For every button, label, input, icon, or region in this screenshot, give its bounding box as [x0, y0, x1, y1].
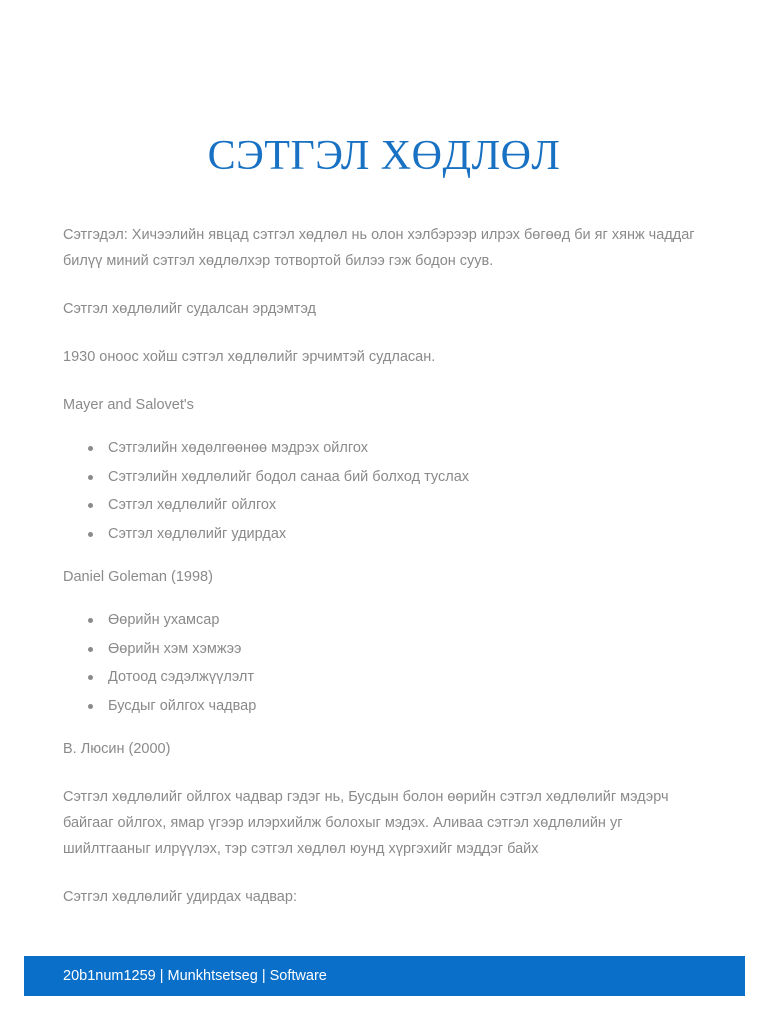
- lyusin-heading: В. Люсин (2000): [63, 741, 171, 757]
- since-1930-paragraph: 1930 оноос хойш сэтгэл хөдлөлийг эрчимтэй судласан.: [63, 349, 436, 365]
- bullet-icon: [88, 618, 93, 623]
- list-item: [63, 520, 713, 549]
- bullet-icon: [88, 446, 93, 451]
- list-item-text: Сэтгэл хөдлөлийг удирдах: [108, 525, 287, 542]
- list-item: [63, 491, 713, 520]
- mayer-list: [63, 434, 713, 548]
- list-item: [63, 663, 713, 692]
- goleman-list: [63, 606, 713, 720]
- bullet-icon: [88, 475, 93, 480]
- researchers-heading: Сэтгэл хөдлөлийг судалсан эрдэмтэд: [63, 301, 316, 317]
- managing-heading: Сэтгэл хөдлөлийг удирдах чадвар:: [63, 889, 297, 905]
- list-item: [63, 434, 713, 463]
- list-item-text: Дотоод сэдэлжүүлэлт: [108, 669, 255, 685]
- list-item: [63, 692, 713, 721]
- intro-paragraph: Сэтгэдэл: Хичээлийн явцад сэтгэл хөдлөл нь олон хэлбэрээр илрэх бөгөөд би яг хянж чаддаг билүү миний сэтгэл хөдлөлхэр тотвортой билээ гэж бодон суув.: [63, 227, 695, 269]
- bullet-icon: [88, 532, 93, 537]
- list-item-text: Өөрийн хэм хэмжээ: [108, 640, 242, 657]
- list-item-text: Сэтгэл хөдлөлийг ойлгох: [108, 497, 277, 513]
- bullet-icon: [88, 704, 93, 709]
- list-item: [63, 463, 713, 492]
- list-item: [63, 606, 713, 635]
- footer-bar: [24, 956, 745, 996]
- list-item-text: Сэтгэлийн хөдөлгөөнөө мэдрэх ойлгох: [108, 440, 368, 456]
- bullet-icon: [88, 647, 93, 652]
- list-item-text: Бусдыг ойлгох чадвар: [108, 697, 257, 714]
- goleman-heading: Daniel Goleman (1998): [63, 569, 213, 585]
- document-body: [63, 222, 713, 932]
- bullet-icon: [88, 503, 93, 508]
- bullet-icon: [88, 675, 93, 680]
- mayer-heading: Mayer and Salovet's: [63, 397, 194, 413]
- understanding-paragraph: Сэтгэл хөдлөлийг ойлгох чадвар гэдэг нь, Бусдын болон өөрийн сэтгэл хөдлөлийг мэдэрч байгааг ойлгох, ямар үгээр илэрхийлж болохыг мэдэх. Аливаа сэтгэл хөдлөлийн уг шийлтгааныг илрүүлэх, тэр сэтгэл хөдлөл юунд хүргэхийг мэддэг байх: [63, 789, 669, 857]
- footer-text: 20b1num1259 | Munkhtsetseg | Software: [63, 968, 327, 984]
- list-item-text: Өөрийн ухамсар: [108, 612, 220, 628]
- list-item-text: Сэтгэлийн хөдлөлийг бодол санаа бий болход туслах: [108, 468, 470, 485]
- list-item: [63, 635, 713, 664]
- document-title: СЭТГЭЛ ХӨДЛӨЛ: [207, 133, 561, 179]
